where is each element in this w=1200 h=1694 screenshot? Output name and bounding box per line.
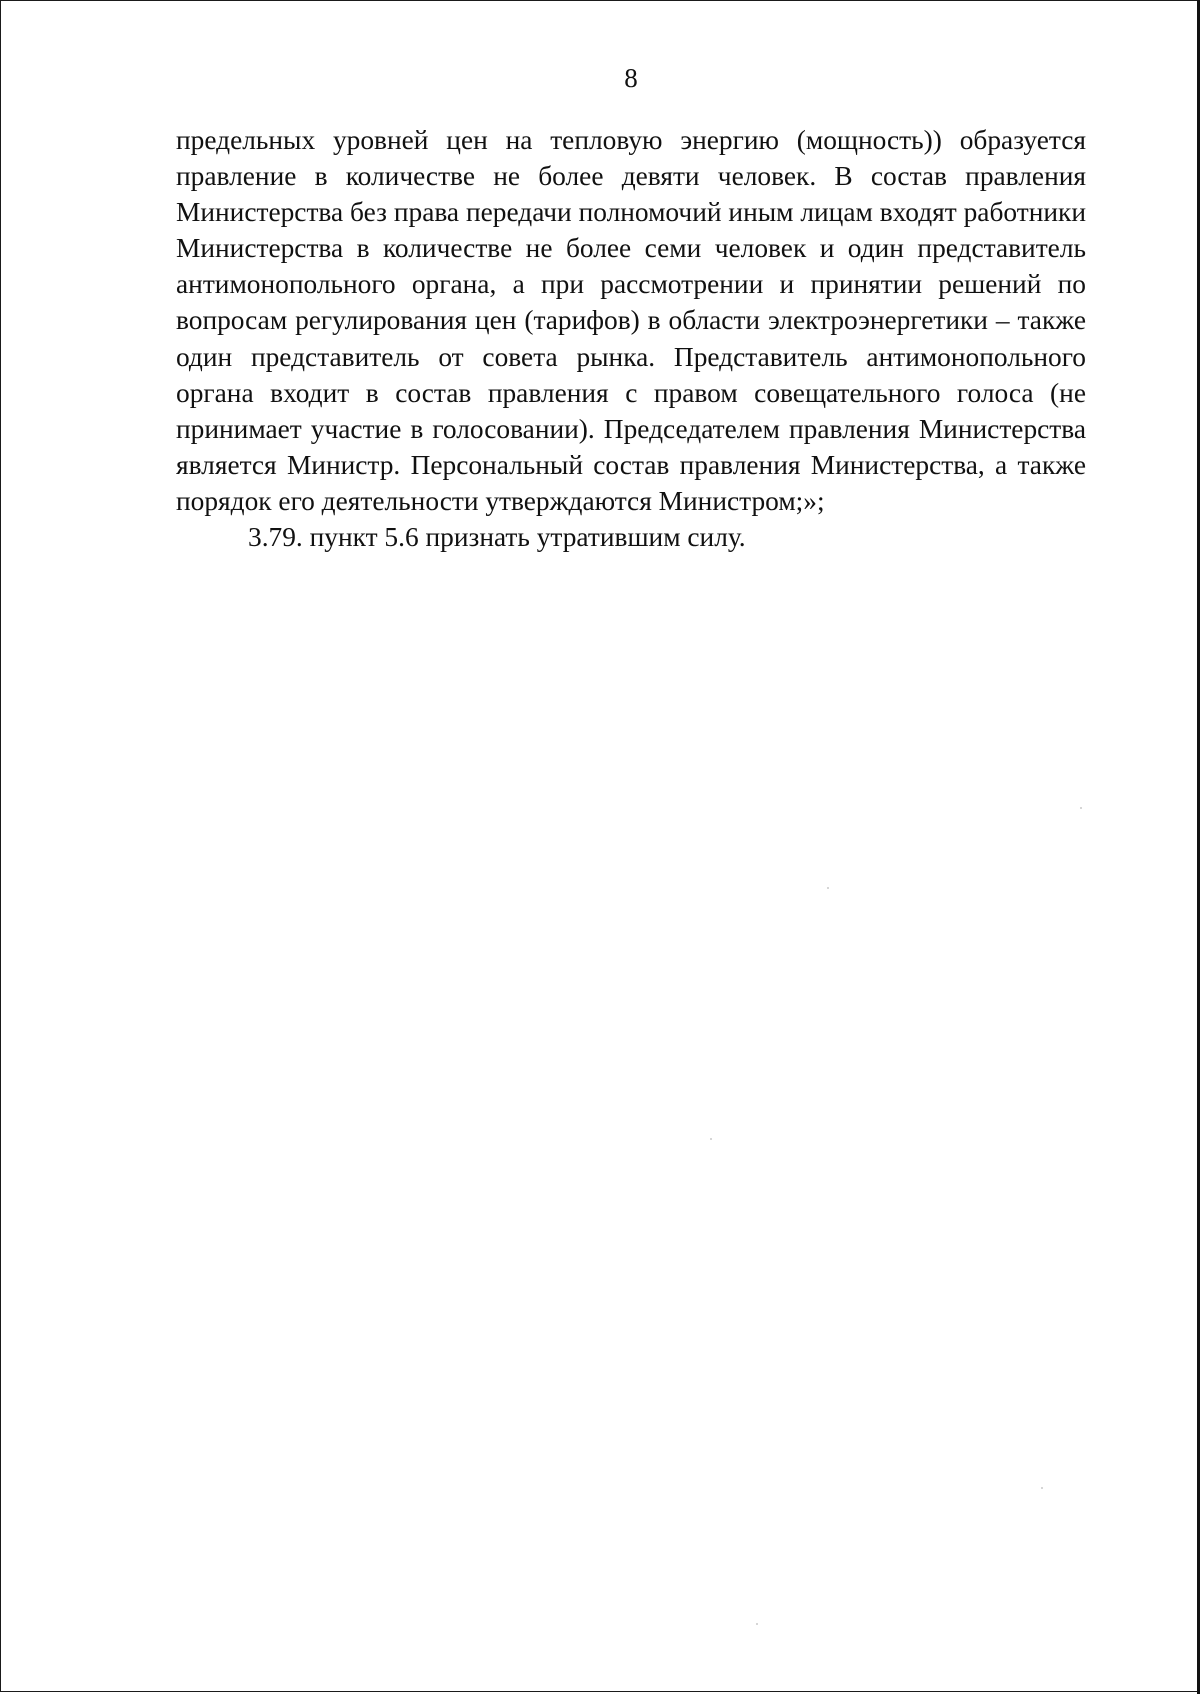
scan-speck [710,1138,712,1140]
scan-speck [1041,1487,1043,1489]
paragraph-continued: предельных уровней цен на тепловую энергию (мощность)) образуется правление в количестве не более девяти человек. В состав правления Министерства без права передачи полномочий иным лицам входят работники Министерства в количестве не более семи человек и один представитель антимонопольного органа, а при рассмотрении и принятии решений по вопросам регулирования цен (тарифов) в области электроэнергетики – также один представитель от совета рынка. Представитель антимонопольного органа входит в состав правления с правом совещательного голоса (не принимает участие в голосовании). Председателем правления Министерства является Министр. Персональный состав правления Министерства, а также порядок его деятельности утверждаются Министром;»; [176,125,1086,516]
scan-speck [827,887,829,889]
paragraph-item-3-79: 3.79. пункт 5.6 признать утратившим силу. [248,522,746,553]
page-number: 8 [624,63,638,93]
document-body [176,122,1086,555]
scan-speck [1080,807,1082,809]
scan-speck [756,1623,758,1625]
